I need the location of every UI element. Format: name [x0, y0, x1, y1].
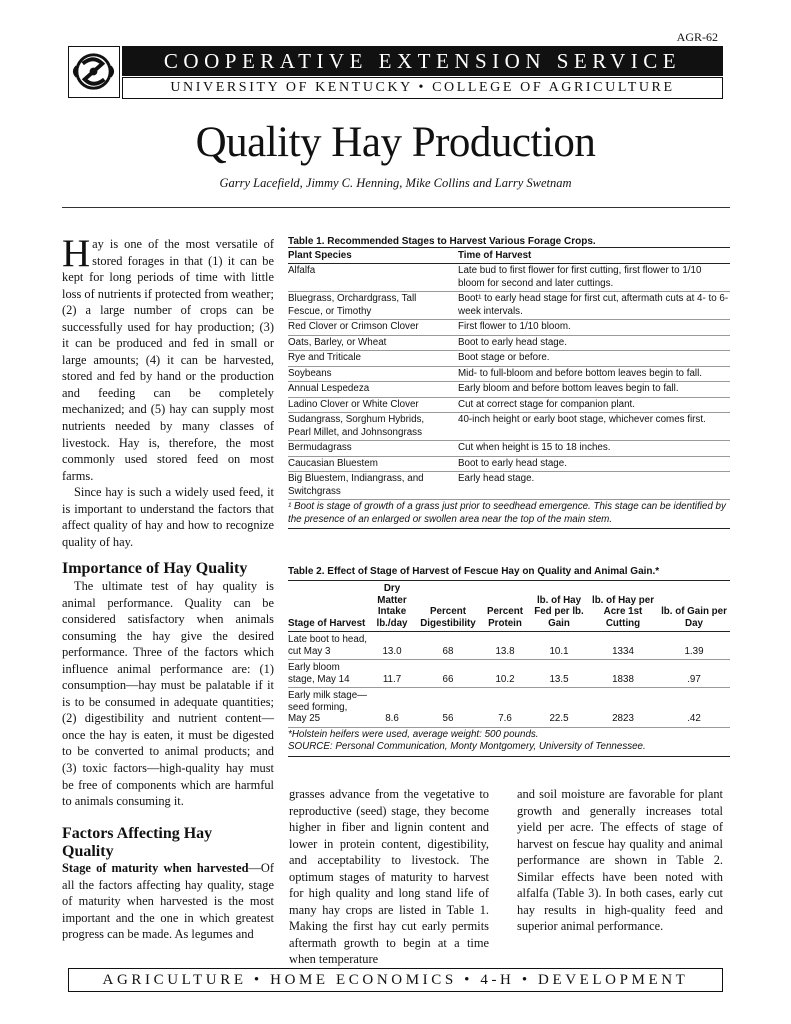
- species-cell: Rye and Triticale: [288, 351, 458, 367]
- intro-section: [62, 232, 274, 550]
- table-row: [288, 688, 730, 728]
- table-row: [288, 397, 730, 413]
- intake-cell: 11.7: [368, 660, 416, 688]
- gain-per-day-cell: .97: [658, 660, 730, 688]
- species-cell: Big Bluestem, Indiangrass, and Switchgrass: [288, 472, 458, 500]
- table-2-header-row: [288, 581, 730, 632]
- stage-of-maturity-subheading: Stage of maturity when harvested: [62, 861, 249, 875]
- table-row: [288, 472, 730, 500]
- table-row: [288, 660, 730, 688]
- factors-paragraph: [62, 860, 274, 943]
- intake-cell: 13.0: [368, 632, 416, 660]
- table-2: [288, 566, 730, 757]
- table-2-notes: [288, 728, 730, 757]
- header-hay-per-acre: lb. of Hay per Acre 1st Cutting: [588, 581, 658, 632]
- header-percent-protein: Percent Protein: [480, 581, 530, 632]
- table-row: [288, 366, 730, 382]
- authors-line: Garry Lacefield, Jimmy C. Henning, Mike Collins and Larry Swetnam: [219, 176, 572, 190]
- species-cell: Bermudagrass: [288, 441, 458, 457]
- hay-per-acre-cell: 2823: [588, 688, 658, 728]
- document-code: AGR-62: [676, 30, 718, 44]
- digestibility-cell: 56: [416, 688, 480, 728]
- protein-cell: 7.6: [480, 688, 530, 728]
- cooperative-extension-logo-icon: [69, 47, 118, 96]
- header-stage-of-harvest: Stage of Harvest: [288, 581, 368, 632]
- harvest-time-cell: Mid- to full-bloom and before bottom leaves begin to fall.: [458, 366, 730, 382]
- harvest-time-cell: Boot stage or before.: [458, 351, 730, 367]
- header-dry-matter-intake: Dry Matter Intake lb./day: [368, 581, 416, 632]
- header-gain-per-day: lb. of Gain per Day: [658, 581, 730, 632]
- table-1-header-row: [288, 248, 730, 264]
- harvest-time-cell: Late bud to first flower for first cutting, first flower to 1/10 bloom for second and later cuttings.: [458, 264, 730, 292]
- table-row: [288, 335, 730, 351]
- intro-paragraph: [62, 232, 274, 484]
- table-row: [288, 456, 730, 472]
- drop-cap: H: [62, 232, 91, 275]
- harvest-time-cell: Boot to early head stage.: [458, 456, 730, 472]
- factors-section: [62, 860, 274, 943]
- table-1-caption: Table 1. Recommended Stages to Harvest Various Forage Crops.: [288, 236, 596, 247]
- table-row: [288, 351, 730, 367]
- protein-cell: 13.8: [480, 632, 530, 660]
- table-2-note-holstein: *Holstein heifers were used, average weight: 500 pounds.: [288, 728, 539, 740]
- species-cell: Annual Lespedeza: [288, 382, 458, 398]
- table-1-footnote: ¹ Boot is stage of growth of a grass just prior to seedhead emergence. This stage can be identified by the presence of an enlarged or swollen area near the top of the main stem.: [288, 500, 730, 529]
- species-cell: Red Clover or Crimson Clover: [288, 320, 458, 336]
- table-1-header-time: Time of Harvest: [458, 248, 730, 264]
- hay-per-gain-cell: 10.1: [530, 632, 588, 660]
- harvest-time-cell: First flower to 1/10 bloom.: [458, 320, 730, 336]
- factors-heading: Factors Affecting Hay Quality: [62, 825, 213, 860]
- species-cell: Ladino Clover or White Clover: [288, 397, 458, 413]
- importance-paragraph: The ultimate test of hay quality is animal performance. Quality can be considered satisfactory when animals consuming the hay give the desired performance. Three of the factors which influence animal performance are: (1) consumption—hay must be palatable if it is to be consumed in adequate quantities; (2) digestibility and nutrient content—once the hay is eaten, it must be digested to be converted to animal products; and (3) toxic factors—high-quality hay must be free of components which are harmful to animals consuming it.: [62, 579, 274, 809]
- harvest-time-cell: Early bloom and before bottom leaves begin to fall.: [458, 382, 730, 398]
- harvest-time-cell: Boot to early head stage.: [458, 335, 730, 351]
- body-column-3: and soil moisture are favorable for plant growth and generally increases total yield per acre. The effects of stage of harvest on fescue hay quality and animal performance are shown in Table 2. Similar effects have been noted with alfalfa (Table 3). In both cases, early cut hay results in high-quality feed and superior animal performance.: [517, 787, 723, 934]
- table-2-caption: Table 2. Effect of Stage of Harvest of Fescue Hay on Quality and Animal Gain.*: [288, 566, 660, 577]
- species-cell: Sudangrass, Sorghum Hybrids, Pearl Millet, and Johnsongrass: [288, 413, 458, 441]
- gain-per-day-cell: 1.39: [658, 632, 730, 660]
- intro-paragraph-text: ay is one of the most versatile of stored forages in that (1) it can be kept for long periods of time with little loss of nutrients if protected from weather; (2) a large number of crops can be successfully used for hay production; (3) it can be produced and fed in small or large amounts; (4) it can be harvested, stored and fed by hand or the production and feeding can be completely mechanized; and (5) hay can supply most nutrients needed by many classes of livestock. Hay is, therefore, the most commonly used stored feed on most farms.: [62, 237, 274, 483]
- table-row: [288, 292, 730, 320]
- harvest-time-cell: Cut when height is 15 to 18 inches.: [458, 441, 730, 457]
- stage-cell: Early milk stage—seed forming, May 25: [288, 688, 368, 728]
- intro-paragraph-2: Since hay is such a widely used feed, it is important to understand the factors that affect quality of hay and how to recognize quality of hay.: [62, 485, 274, 549]
- hay-per-acre-cell: 1334: [588, 632, 658, 660]
- factors-paragraph-text: —Of all the factors affecting hay quality, stage of maturity when harvested is the most important and the one in which greatest progress can be made. As legumes and: [62, 861, 274, 942]
- header-hay-per-gain: lb. of Hay Fed per lb. Gain: [530, 581, 588, 632]
- hay-per-acre-cell: 1838: [588, 660, 658, 688]
- table-1: [288, 236, 730, 529]
- page-title: Quality Hay Production: [195, 119, 596, 166]
- table-1-grid: [288, 247, 730, 500]
- species-cell: Soybeans: [288, 366, 458, 382]
- stage-cell: Late boot to head, cut May 3: [288, 632, 368, 660]
- importance-section: [62, 578, 274, 810]
- table-row: [288, 382, 730, 398]
- hay-per-gain-cell: 13.5: [530, 660, 588, 688]
- table-2-grid: [288, 581, 730, 728]
- importance-heading: Importance of Hay Quality: [62, 560, 248, 577]
- extension-logo: [68, 46, 120, 98]
- table-2-note-source: SOURCE: Personal Communication, Monty Montgomery, University of Tennessee.: [288, 741, 646, 752]
- species-cell: Alfalfa: [288, 264, 458, 292]
- table-row: [288, 264, 730, 292]
- harvest-time-cell: Cut at correct stage for companion plant.: [458, 397, 730, 413]
- digestibility-cell: 66: [416, 660, 480, 688]
- harvest-time-cell: Boot¹ to early head stage for first cut, aftermath cuts at 4- to 6-week intervals.: [458, 292, 730, 320]
- hay-per-gain-cell: 22.5: [530, 688, 588, 728]
- species-cell: Caucasian Bluestem: [288, 456, 458, 472]
- intake-cell: 8.6: [368, 688, 416, 728]
- species-cell: Oats, Barley, or Wheat: [288, 335, 458, 351]
- university-banner: UNIVERSITY OF KENTUCKY • COLLEGE OF AGRICULTURE: [122, 77, 723, 99]
- footer-banner: AGRICULTURE • HOME ECONOMICS • 4-H • DEVELOPMENT: [68, 968, 723, 992]
- table-1-header-species: Plant Species: [288, 248, 458, 264]
- protein-cell: 10.2: [480, 660, 530, 688]
- gain-per-day-cell: .42: [658, 688, 730, 728]
- stage-cell: Early bloom stage, May 14: [288, 660, 368, 688]
- digestibility-cell: 68: [416, 632, 480, 660]
- header-percent-digestibility: Percent Digestibility: [416, 581, 480, 632]
- extension-service-banner: COOPERATIVE EXTENSION SERVICE: [122, 46, 723, 76]
- species-cell: Bluegrass, Orchardgrass, Tall Fescue, or Timothy: [288, 292, 458, 320]
- body-column-2: grasses advance from the vegetative to reproductive (seed) stage, they become higher in fiber and lignin content and lower in protein content, digestibility, and acceptability to livestock. The optimum stages of maturity to harvest for high quality and long stand life of many hay crops are listed in Table 1. Making the first hay cut early permits aftermath growth to begin at a time when temperature: [289, 787, 489, 967]
- table-row: [288, 320, 730, 336]
- title-divider: [62, 207, 730, 208]
- table-row: [288, 413, 730, 441]
- table-row: [288, 632, 730, 660]
- table-row: [288, 441, 730, 457]
- harvest-time-cell: 40-inch height or early boot stage, whichever comes first.: [458, 413, 730, 441]
- harvest-time-cell: Early head stage.: [458, 472, 730, 500]
